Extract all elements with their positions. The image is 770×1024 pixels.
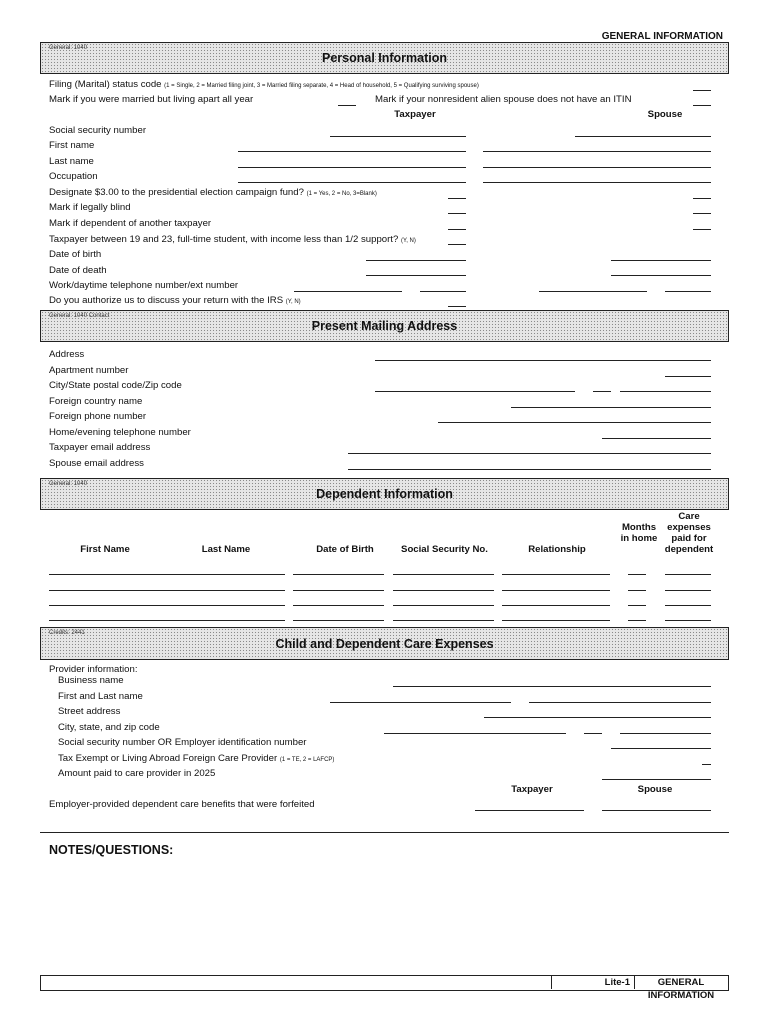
provider-city-label: City, state, and zip code	[58, 722, 160, 733]
dependent-1-field[interactable]	[293, 574, 384, 575]
home-phone-label: Home/evening telephone number	[49, 427, 191, 438]
page-section-title: GENERAL INFORMATION	[601, 31, 723, 42]
section-title: Present Mailing Address	[311, 319, 458, 333]
apartment-label: Apartment number	[49, 365, 129, 376]
irs-authorize-field[interactable]	[448, 306, 466, 307]
tax-exempt-field[interactable]	[702, 764, 711, 765]
ssn-label: Social security number	[49, 125, 147, 136]
address-field[interactable]	[375, 360, 711, 361]
col-last-name: Last Name	[201, 544, 251, 555]
spouse-column-header: Spouse	[647, 109, 683, 120]
footer-page-id: Lite-1	[551, 976, 635, 989]
col-first-name: First Name	[80, 544, 130, 555]
dependent-2-field[interactable]	[393, 590, 494, 591]
irs-authorize-label: Do you authorize us to discuss your return with the IRS (Y, N)	[49, 295, 301, 306]
apartment-field[interactable]	[665, 376, 711, 377]
dependent-3-field[interactable]	[628, 605, 646, 606]
taxpayer-ext-field[interactable]	[420, 291, 466, 292]
taxpayer-blind-field[interactable]	[448, 213, 466, 214]
spouse-campaign-field[interactable]	[693, 198, 711, 199]
dependent-3-field[interactable]	[293, 605, 384, 606]
amount-paid-field[interactable]	[602, 779, 711, 780]
dependent-of-another-label: Mark if dependent of another taxpayer	[49, 218, 212, 229]
provider-last-name-field[interactable]	[529, 702, 711, 703]
zip-field[interactable]	[620, 391, 711, 392]
spouse-email-field[interactable]	[348, 469, 711, 470]
mailing-address-header	[40, 310, 729, 342]
dependent-4-field[interactable]	[393, 620, 494, 621]
dependent-4-field[interactable]	[293, 620, 384, 621]
campaign-fund-label: Designate $3.00 to the presidential election campaign fund? (1 = Yes, 2 = No, 3=Blank)	[49, 187, 377, 198]
dependent-1-field[interactable]	[393, 574, 494, 575]
address-label: Address	[49, 349, 85, 360]
spouse-first-name-field[interactable]	[483, 151, 711, 152]
tax-exempt-label: Tax Exempt or Living Abroad Foreign Care Provider (1 = TE, 2 = LAFCP)	[58, 753, 335, 764]
taxpayer-column-header: Taxpayer	[394, 109, 436, 120]
personal-info-header	[40, 42, 729, 74]
col-ssn: Social Security No.	[401, 544, 488, 555]
ssn-ein-label: Social security number OR Employer identification number	[58, 737, 307, 748]
taxpayer-email-field[interactable]	[348, 453, 711, 454]
spouse-dod-field[interactable]	[611, 275, 711, 276]
state-field[interactable]	[593, 391, 611, 392]
taxpayer-forfeited-field[interactable]	[475, 810, 584, 811]
section-title: Child and Dependent Care Expenses	[275, 636, 494, 651]
dependent-4-field[interactable]	[49, 620, 285, 621]
section-tag: General: 1040	[49, 45, 88, 51]
student-field[interactable]	[448, 244, 466, 245]
spouse-ssn-field[interactable]	[575, 136, 711, 137]
taxpayer-last-name-field[interactable]	[238, 167, 466, 168]
city-field[interactable]	[375, 391, 575, 392]
care-taxpayer-column-header: Taxpayer	[511, 784, 553, 795]
section-title: Dependent Information	[316, 487, 453, 501]
taxpayer-email-label: Taxpayer email address	[49, 442, 151, 453]
footer-section: GENERAL INFORMATION	[647, 977, 715, 1001]
dependent-4-field[interactable]	[502, 620, 610, 621]
amount-paid-label: Amount paid to care provider in 2025	[58, 768, 216, 779]
page-footer	[40, 975, 729, 1001]
dependent-2-field[interactable]	[293, 590, 384, 591]
dependent-3-field[interactable]	[665, 605, 711, 606]
foreign-phone-field[interactable]	[438, 422, 711, 423]
dependent-1-field[interactable]	[665, 574, 711, 575]
filing-status-field[interactable]	[693, 90, 711, 91]
taxpayer-work-phone-field[interactable]	[294, 291, 402, 292]
dependent-2-field[interactable]	[628, 590, 646, 591]
notes-title: NOTES/QUESTIONS:	[49, 843, 174, 857]
section-title: Personal Information	[321, 51, 448, 65]
dependent-2-field[interactable]	[49, 590, 285, 591]
dependent-4-field[interactable]	[665, 620, 711, 621]
dependent-4-field[interactable]	[628, 620, 646, 621]
taxpayer-first-name-field[interactable]	[238, 151, 466, 152]
first-name-label: First name	[49, 140, 95, 151]
married-apart-label: Mark if you were married but living apart all year	[49, 94, 254, 105]
dependent-3-field[interactable]	[502, 605, 610, 606]
spouse-email-label: Spouse email address	[49, 458, 144, 469]
section-tag: General: 1040 Contact	[49, 313, 110, 319]
occupation-label: Occupation	[49, 171, 98, 182]
taxpayer-dod-field[interactable]	[366, 275, 466, 276]
home-phone-field[interactable]	[602, 438, 711, 439]
col-months-in-home: Months in home	[620, 522, 658, 544]
filing-status-label: Filing (Marital) status code (1 = Single, 2 = Married filing joint, 3 = Married filing separate, 4 = Head of household, 5 = Qualifying surviving spouse)	[49, 79, 479, 90]
section-tag: General: 1040	[49, 481, 88, 487]
spouse-ext-field[interactable]	[665, 291, 711, 292]
dependent-1-field[interactable]	[502, 574, 610, 575]
dependent-3-field[interactable]	[393, 605, 494, 606]
legally-blind-label: Mark if legally blind	[49, 202, 131, 213]
business-name-label: Business name	[58, 675, 124, 686]
section-tag: Credits: 2441	[49, 630, 85, 636]
spouse-occupation-field[interactable]	[483, 182, 711, 183]
spouse-work-phone-field[interactable]	[539, 291, 647, 292]
foreign-country-label: Foreign country name	[49, 396, 143, 407]
spouse-last-name-field[interactable]	[483, 167, 711, 168]
care-expenses-header	[40, 627, 729, 660]
divider	[40, 832, 729, 833]
provider-state-field[interactable]	[584, 733, 602, 734]
street-address-label: Street address	[58, 706, 121, 717]
col-relationship: Relationship	[528, 544, 586, 555]
foreign-phone-label: Foreign phone number	[49, 411, 147, 422]
student-label: Taxpayer between 19 and 23, full-time student, with income less than 1/2 support? (Y, N)	[49, 234, 416, 245]
col-care-expenses: Care expenses paid for dependent	[664, 511, 714, 555]
provider-first-name-field[interactable]	[330, 702, 511, 703]
married-apart-field[interactable]	[338, 105, 356, 106]
taxpayer-ssn-field[interactable]	[330, 136, 466, 137]
dependent-info-header	[40, 478, 729, 510]
date-of-birth-label: Date of birth	[49, 249, 102, 260]
taxpayer-occupation-field[interactable]	[238, 182, 466, 183]
dependent-2-field[interactable]	[502, 590, 610, 591]
taxpayer-campaign-field[interactable]	[448, 198, 466, 199]
provider-name-label: First and Last name	[58, 691, 143, 702]
provider-zip-field[interactable]	[620, 733, 711, 734]
spouse-forfeited-field[interactable]	[602, 810, 711, 811]
dependent-1-field[interactable]	[49, 574, 285, 575]
spouse-dependent-field[interactable]	[693, 229, 711, 230]
street-address-field[interactable]	[484, 717, 711, 718]
city-state-zip-label: City/State postal code/Zip code	[49, 380, 182, 391]
work-phone-label: Work/daytime telephone number/ext number	[49, 280, 239, 291]
spouse-blind-field[interactable]	[693, 213, 711, 214]
foreign-country-field[interactable]	[511, 407, 711, 408]
dependent-3-field[interactable]	[49, 605, 285, 606]
notes-area[interactable]	[49, 866, 711, 966]
forfeited-benefits-label: Employer-provided dependent care benefits that were forfeited	[49, 799, 315, 810]
provider-city-field[interactable]	[384, 733, 566, 734]
last-name-label: Last name	[49, 156, 94, 167]
dependent-2-field[interactable]	[665, 590, 711, 591]
nonresident-itin-label: Mark if your nonresident alien spouse does not have an ITIN	[375, 94, 632, 105]
ssn-ein-field[interactable]	[611, 748, 711, 749]
col-date-of-birth: Date of Birth	[316, 544, 374, 555]
business-name-field[interactable]	[393, 686, 711, 687]
taxpayer-dob-field[interactable]	[366, 260, 466, 261]
provider-info-label: Provider information:	[49, 664, 138, 675]
dependent-1-field[interactable]	[628, 574, 646, 575]
spouse-dob-field[interactable]	[611, 260, 711, 261]
care-spouse-column-header: Spouse	[637, 784, 673, 795]
nonresident-itin-field[interactable]	[693, 105, 711, 106]
taxpayer-dependent-field[interactable]	[448, 229, 466, 230]
date-of-death-label: Date of death	[49, 265, 107, 276]
